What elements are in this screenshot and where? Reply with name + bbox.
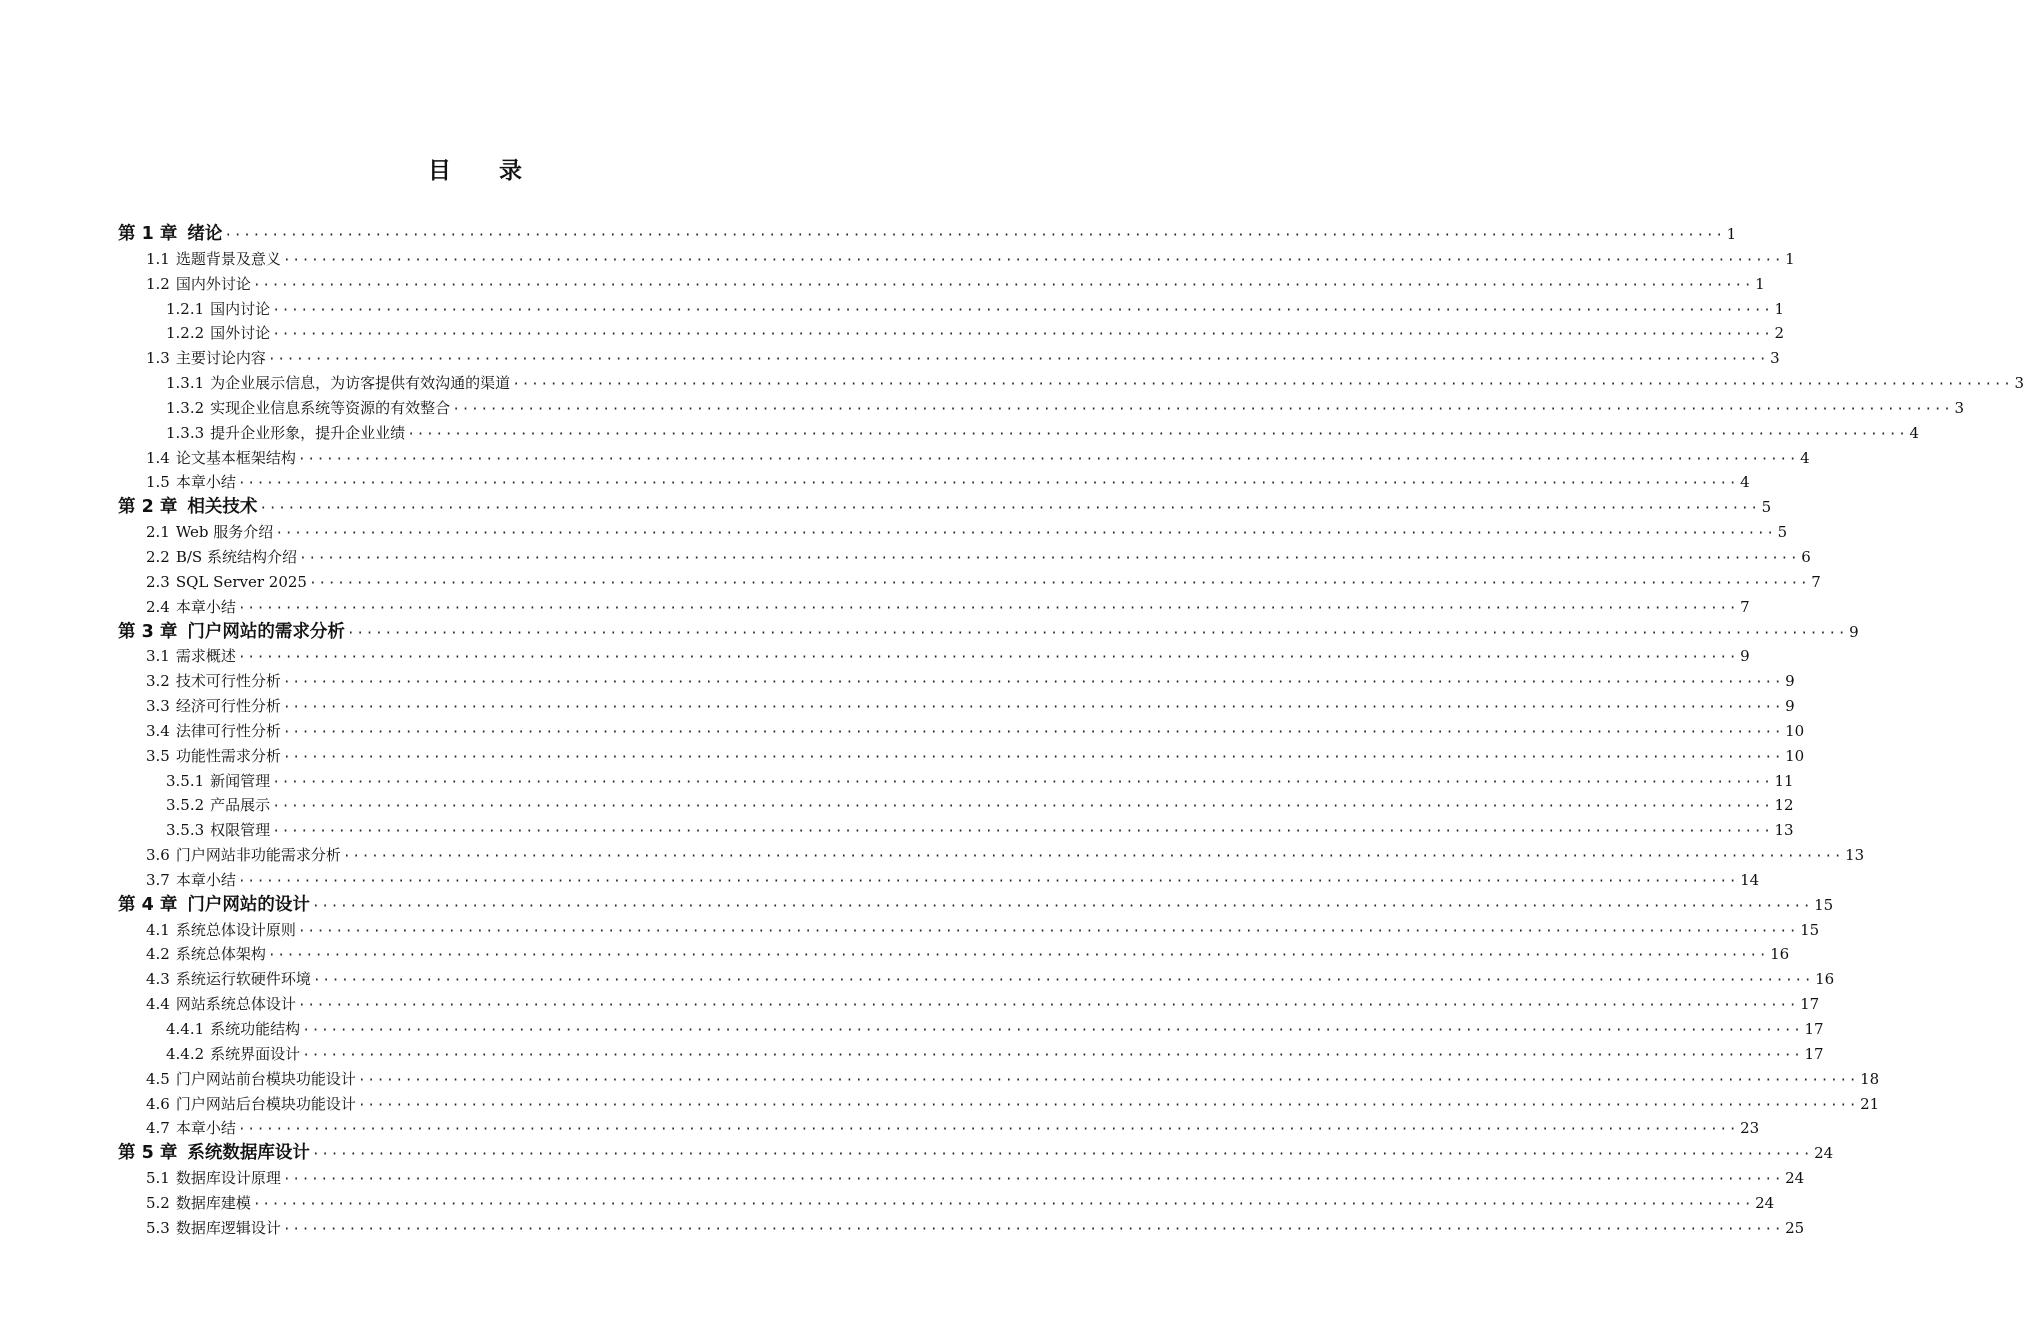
toc-entry-title: 国内讨论: [210, 299, 271, 318]
toc-dot-leader: ································································································································································: [272, 302, 1773, 318]
toc-entry-label: [146, 1216, 281, 1241]
toc-entry-number: 3.2: [146, 672, 170, 691]
toc-entry-label: [146, 942, 266, 967]
toc-entry-title: SQL Server 2025: [175, 572, 307, 591]
toc-entry-title: 本章小结: [175, 870, 236, 889]
toc-entry-title: 数据库建模: [175, 1193, 251, 1212]
toc-entry-number: 2.2: [146, 547, 170, 566]
toc-page-number: 24: [1755, 1193, 1775, 1212]
toc-subsection-entry[interactable]: [118, 1042, 1824, 1067]
toc-entry-number: 1.2: [146, 274, 170, 293]
toc-dot-leader: ································································································································································: [311, 1147, 1813, 1163]
toc-entry-title: 网站系统总体设计: [175, 995, 296, 1014]
toc-page-number: 24: [1814, 1144, 1834, 1163]
toc-section-entry[interactable]: [118, 868, 1760, 893]
toc-entry-number: 第 2 章: [118, 497, 178, 518]
toc-entry-number: 4.1: [146, 920, 170, 939]
toc-entry-label: [118, 893, 310, 918]
toc-entry-title: 系统运行软硬件环境: [175, 970, 311, 989]
toc-entry-number: 第 3 章: [118, 621, 178, 642]
toc-entry-title: Web 服务介绍: [175, 523, 274, 542]
toc-entry-label: [166, 321, 270, 346]
toc-dot-leader: ································································································································································: [267, 948, 1769, 964]
toc-section-entry[interactable]: [118, 247, 1795, 272]
toc-entry-title: 产品展示: [210, 796, 271, 815]
toc-page-number: 16: [1770, 945, 1790, 964]
toc-section-entry[interactable]: [118, 719, 1805, 744]
toc-subsection-entry[interactable]: [118, 396, 1964, 421]
toc-page-number: 4: [1800, 448, 1810, 467]
toc-page-number: 3: [1954, 398, 1964, 417]
toc-entry-number: 3.1: [146, 647, 170, 666]
toc-page-number: 23: [1740, 1119, 1760, 1138]
toc-entry-label: [166, 769, 270, 794]
toc-page-number: 9: [1849, 622, 1859, 641]
toc-entry-title: 绪论: [187, 224, 223, 244]
toc-entry-label: [166, 818, 270, 843]
toc-dot-leader: ································································································································································: [237, 873, 1739, 889]
toc-entry-title: 门户网站非功能需求分析: [175, 846, 341, 865]
toc-dot-leader: ································································································································································: [252, 277, 1754, 293]
toc-entry-label: [146, 1092, 356, 1117]
toc-entry-number: 1.4: [146, 448, 170, 467]
toc-dot-leader: ································································································································································: [282, 675, 1784, 691]
toc-chapter-entry[interactable]: [118, 620, 1859, 645]
toc-page-number: 9: [1785, 672, 1795, 691]
toc-entry-label: [118, 222, 222, 247]
toc-entry-number: 3.5.1: [166, 771, 205, 790]
toc-dot-leader: ································································································································································: [308, 575, 1810, 591]
toc-entry-title: 技术可行性分析: [175, 672, 281, 691]
toc-entry-title: 系统总体架构: [175, 945, 266, 964]
toc-page-number: 5: [1761, 498, 1772, 517]
toc-dot-leader: ································································································································································: [512, 377, 2013, 393]
toc-page-number: 3: [1770, 349, 1780, 368]
toc-entry-label: [146, 1116, 236, 1141]
toc-entry-title: 选题背景及意义: [175, 249, 281, 268]
toc-chapter-entry[interactable]: [118, 495, 1772, 520]
toc-page-number: 5: [1777, 523, 1788, 542]
toc-page-number: 4: [1740, 473, 1750, 492]
toc-entry-number: 3.6: [146, 846, 170, 865]
toc-section-entry[interactable]: [118, 570, 1821, 595]
toc-dot-leader: ································································································································································: [272, 327, 1773, 343]
toc-section-entry[interactable]: [118, 744, 1805, 769]
toc-page-number: 4: [1909, 423, 1919, 442]
toc-entry-label: [166, 371, 510, 396]
toc-entry-number: 1.3.1: [166, 374, 205, 393]
toc-dot-leader: ································································································································································: [259, 501, 1760, 517]
toc-section-entry[interactable]: [118, 272, 1765, 297]
toc-entry-number: 1.2.1: [166, 299, 205, 318]
toc-section-entry[interactable]: [118, 470, 1750, 495]
toc-entry-number: 1.1: [146, 249, 170, 268]
toc-entry-number: 第 5 章: [118, 1143, 178, 1164]
toc-entry-number: 4.5: [146, 1069, 170, 1088]
toc-chapter-entry[interactable]: [118, 222, 1737, 247]
toc-entry-label: [146, 1067, 356, 1092]
toc-subsection-entry[interactable]: [118, 297, 1784, 322]
toc-entry-number: 1.2.2: [166, 324, 205, 343]
toc-subsection-entry[interactable]: [118, 769, 1794, 794]
toc-entry-label: [146, 744, 281, 769]
toc-entry-title: 数据库逻辑设计: [175, 1218, 281, 1237]
toc-entry-label: [166, 297, 270, 322]
toc-entry-label: [146, 719, 281, 744]
toc-page-number: 9: [1785, 697, 1795, 716]
toc-entry-title: 门户网站的设计: [187, 894, 310, 915]
toc-subsection-entry[interactable]: [118, 793, 1794, 818]
toc-entry-title: 为企业展示信息，为访客提供有效沟通的渠道: [210, 374, 511, 393]
toc-entry-number: 2.3: [146, 572, 170, 591]
toc-section-entry[interactable]: [118, 1216, 1805, 1241]
toc-subsection-entry[interactable]: [118, 1017, 1824, 1042]
toc-entry-label: [146, 967, 311, 992]
toc-page-number: 2: [1774, 324, 1784, 343]
toc-entry-label: [146, 520, 273, 545]
toc-dot-leader: ································································································································································: [237, 1122, 1739, 1138]
toc-entry-number: 3.5: [146, 746, 170, 765]
toc-entry-label: [166, 1017, 300, 1042]
toc-entry-label: [146, 843, 341, 868]
toc-subsection-entry[interactable]: [118, 371, 2024, 396]
toc-entry-title: 系统功能结构: [210, 1020, 301, 1038]
toc-dot-leader: ································································································································································: [297, 998, 1799, 1014]
toc-page-number: 1: [1785, 249, 1795, 268]
toc-entry-label: [146, 346, 266, 371]
toc-chapter-entry[interactable]: [118, 1141, 1834, 1166]
toc-entry-number: 2.1: [146, 523, 170, 542]
toc-dot-leader: ································································································································································: [357, 1072, 1859, 1088]
toc-entry-number: 第 4 章: [118, 894, 178, 915]
toc-entry-title: 系统数据库设计: [187, 1143, 310, 1164]
toc-subsection-entry[interactable]: [118, 818, 1794, 843]
toc-entry-number: 2.4: [146, 597, 170, 616]
toc-page-number: 12: [1774, 796, 1794, 815]
toc-entry-label: [166, 793, 270, 818]
toc-page-number: 25: [1785, 1218, 1805, 1237]
toc-entry-label: [146, 595, 236, 620]
toc-dot-leader: ································································································································································: [302, 1023, 1803, 1038]
toc-entry-number: 4.4.1: [166, 1020, 205, 1038]
page-title: 目 录: [427, 158, 542, 184]
toc-page-number: 21: [1860, 1094, 1880, 1113]
toc-entry-title: 法律可行性分析: [175, 721, 281, 740]
toc-entry-label: [146, 1166, 281, 1191]
toc-page-number: 7: [1811, 572, 1821, 591]
toc-chapter-entry[interactable]: [118, 893, 1834, 918]
toc-section-entry[interactable]: [118, 669, 1795, 694]
toc-page-number: 17: [1800, 995, 1820, 1014]
toc-entry-title: 本章小结: [175, 473, 236, 492]
toc-section-entry[interactable]: [118, 1092, 1880, 1117]
toc-dot-leader: ································································································································································: [346, 625, 1848, 641]
toc-entry-title: 门户网站前台模块功能设计: [175, 1069, 356, 1088]
toc-section-entry[interactable]: [118, 545, 1811, 570]
toc-dot-leader: ································································································································································: [407, 426, 1908, 442]
toc-page-number: 11: [1774, 771, 1794, 790]
toc-entry-label: [146, 669, 281, 694]
toc-entry-number: 1.5: [146, 473, 170, 492]
toc-dot-leader: ································································································································································: [282, 749, 1784, 765]
toc-dot-leader: ································································································································································: [272, 824, 1773, 840]
toc-section-entry[interactable]: [118, 446, 1810, 471]
toc-page-number: 16: [1815, 970, 1835, 989]
toc-entry-title: 门户网站的需求分析: [187, 621, 345, 642]
toc-entry-number: 4.2: [146, 945, 170, 964]
toc-entry-label: [146, 868, 236, 893]
toc-dot-leader: ································································································································································: [342, 849, 1844, 865]
toc-entry-number: 1.3.3: [166, 423, 205, 442]
toc-page-number: 15: [1814, 895, 1834, 914]
toc-dot-leader: ································································································································································: [282, 724, 1784, 740]
toc-dot-leader: ································································································································································: [267, 352, 1769, 368]
toc-dot-leader: ································································································································································: [252, 1196, 1754, 1212]
toc-entry-label: [146, 545, 297, 570]
toc-dot-leader: ································································································································································: [298, 550, 1800, 566]
toc-entry-number: 第 1 章: [118, 224, 178, 244]
toc-entry-label: [118, 1141, 310, 1166]
toc-entry-title: 实现企业信息系统等资源的有效整合: [210, 398, 451, 417]
toc-entry-label: [146, 694, 281, 719]
toc-dot-leader: ································································································································································: [282, 252, 1784, 268]
toc-entry-number: 5.1: [146, 1169, 170, 1188]
toc-page-number: 3: [2014, 374, 2024, 393]
toc-page-number: 24: [1785, 1169, 1805, 1188]
toc-section-entry[interactable]: [118, 644, 1750, 669]
toc-entry-label: [118, 620, 345, 645]
toc-dot-leader: ································································································································································: [452, 401, 1953, 417]
toc-section-entry[interactable]: [118, 843, 1865, 868]
toc-section-entry[interactable]: [118, 992, 1820, 1017]
toc-section-entry[interactable]: [118, 694, 1795, 719]
toc-entry-number: 4.3: [146, 970, 170, 989]
toc-page-number: 15: [1800, 920, 1820, 939]
toc-section-entry[interactable]: [118, 346, 1780, 371]
toc-dot-leader: ································································································································································: [224, 228, 1725, 243]
toc-page-number: 14: [1740, 870, 1760, 889]
toc-page-number: 1: [1755, 274, 1765, 293]
toc-entry-title: 国内外讨论: [175, 274, 251, 293]
toc-page-number: 7: [1740, 597, 1750, 616]
toc-section-entry[interactable]: [118, 595, 1750, 620]
toc-entry-label: [166, 396, 450, 421]
toc-dot-leader: ································································································································································: [282, 1221, 1784, 1237]
toc-entry-label: [146, 992, 296, 1017]
toc-entry-title: 需求概述: [175, 647, 236, 666]
toc-entry-number: 4.6: [146, 1094, 170, 1113]
toc-page-number: 10: [1785, 746, 1805, 765]
toc-entry-number: 1.3.2: [166, 398, 205, 417]
toc-entry-title: 系统界面设计: [210, 1044, 301, 1063]
toc-dot-leader: ································································································································································: [272, 774, 1773, 790]
toc-subsection-entry[interactable]: [118, 321, 1784, 346]
toc-dot-leader: ································································································································································: [237, 476, 1739, 492]
toc-dot-leader: ································································································································································: [312, 973, 1814, 989]
toc-page-number: 10: [1785, 721, 1805, 740]
toc-entry-number: 4.4.2: [166, 1044, 205, 1063]
toc-entry-label: [146, 272, 251, 297]
toc-entry-label: [146, 470, 236, 495]
toc-section-entry[interactable]: [118, 1166, 1805, 1191]
toc-entry-label: [166, 1042, 300, 1067]
toc-dot-leader: ································································································································································: [311, 898, 1813, 914]
toc-entry-title: 数据库设计原理: [175, 1169, 281, 1188]
toc-entry-number: 3.4: [146, 721, 170, 740]
toc-entry-title: 本章小结: [175, 1119, 236, 1138]
toc-entry-label: [146, 918, 296, 943]
toc-entry-number: 1.3: [146, 349, 170, 368]
toc-subsection-entry[interactable]: [118, 421, 1919, 446]
toc-entry-number: 5.3: [146, 1218, 170, 1237]
toc-section-entry[interactable]: [118, 1191, 1775, 1216]
toc-dot-leader: ································································································································································: [302, 1047, 1803, 1063]
toc-page-number: 17: [1804, 1020, 1824, 1038]
toc-entry-number: 5.2: [146, 1193, 170, 1212]
toc-entry-number: 3.7: [146, 870, 170, 889]
toc-dot-leader: ································································································································································: [357, 1097, 1859, 1113]
toc-section-entry[interactable]: [118, 1116, 1760, 1141]
toc-dot-leader: ································································································································································: [297, 451, 1799, 467]
toc-page-number: 18: [1860, 1069, 1880, 1088]
toc-entry-label: [146, 1191, 251, 1216]
toc-page-number: 6: [1801, 547, 1811, 566]
toc-entry-number: 4.7: [146, 1119, 170, 1138]
toc-dot-leader: ································································································································································: [297, 923, 1799, 939]
toc-entry-number: 3.3: [146, 697, 170, 716]
toc-dot-leader: ································································································································································: [275, 526, 1776, 542]
toc-section-entry[interactable]: [118, 918, 1820, 943]
toc-section-entry[interactable]: [118, 967, 1835, 992]
toc-page-number: 1: [1726, 225, 1737, 243]
toc-entry-number: 4.4: [146, 995, 170, 1014]
toc-section-entry[interactable]: [118, 1067, 1880, 1092]
toc-entry-label: [146, 644, 236, 669]
toc-entry-title: 本章小结: [175, 597, 236, 616]
toc-section-entry[interactable]: [118, 942, 1790, 967]
toc-entry-title: 相关技术: [187, 497, 258, 518]
toc-entry-title: 论文基本框架结构: [175, 448, 296, 467]
table-of-contents: [118, 222, 2024, 1241]
toc-page-number: 13: [1774, 821, 1794, 840]
toc-entry-title: 门户网站后台模块功能设计: [175, 1094, 356, 1113]
toc-entry-title: 经济可行性分析: [175, 697, 281, 716]
toc-entry-label: [146, 570, 307, 595]
toc-entry-number: 3.5.3: [166, 821, 205, 840]
toc-section-entry[interactable]: [118, 520, 1788, 545]
toc-entry-label: [146, 247, 281, 272]
toc-dot-leader: ································································································································································: [237, 600, 1739, 616]
toc-entry-label: [118, 495, 257, 520]
toc-page-number: 13: [1845, 846, 1865, 865]
toc-entry-title: 提升企业形象，提升企业业绩: [210, 423, 406, 442]
toc-entry-title: 新闻管理: [210, 771, 271, 790]
toc-entry-number: 3.5.2: [166, 796, 205, 815]
toc-entry-title: B/S 系统结构介绍: [175, 547, 297, 566]
toc-entry-title: 系统总体设计原则: [175, 920, 296, 939]
toc-dot-leader: ································································································································································: [282, 700, 1784, 716]
toc-dot-leader: ································································································································································: [272, 799, 1773, 815]
toc-entry-title: 主要讨论内容: [175, 349, 266, 368]
toc-entry-label: [166, 421, 405, 446]
toc-entry-label: [146, 446, 296, 471]
toc-entry-title: 国外讨论: [210, 324, 271, 343]
toc-page-number: 9: [1740, 647, 1750, 666]
toc-entry-title: 功能性需求分析: [175, 746, 281, 765]
toc-dot-leader: ································································································································································: [237, 650, 1739, 666]
toc-page-number: 1: [1774, 299, 1784, 318]
toc-entry-title: 权限管理: [210, 821, 271, 840]
toc-dot-leader: ································································································································································: [282, 1172, 1784, 1188]
toc-page-number: 17: [1804, 1044, 1824, 1063]
